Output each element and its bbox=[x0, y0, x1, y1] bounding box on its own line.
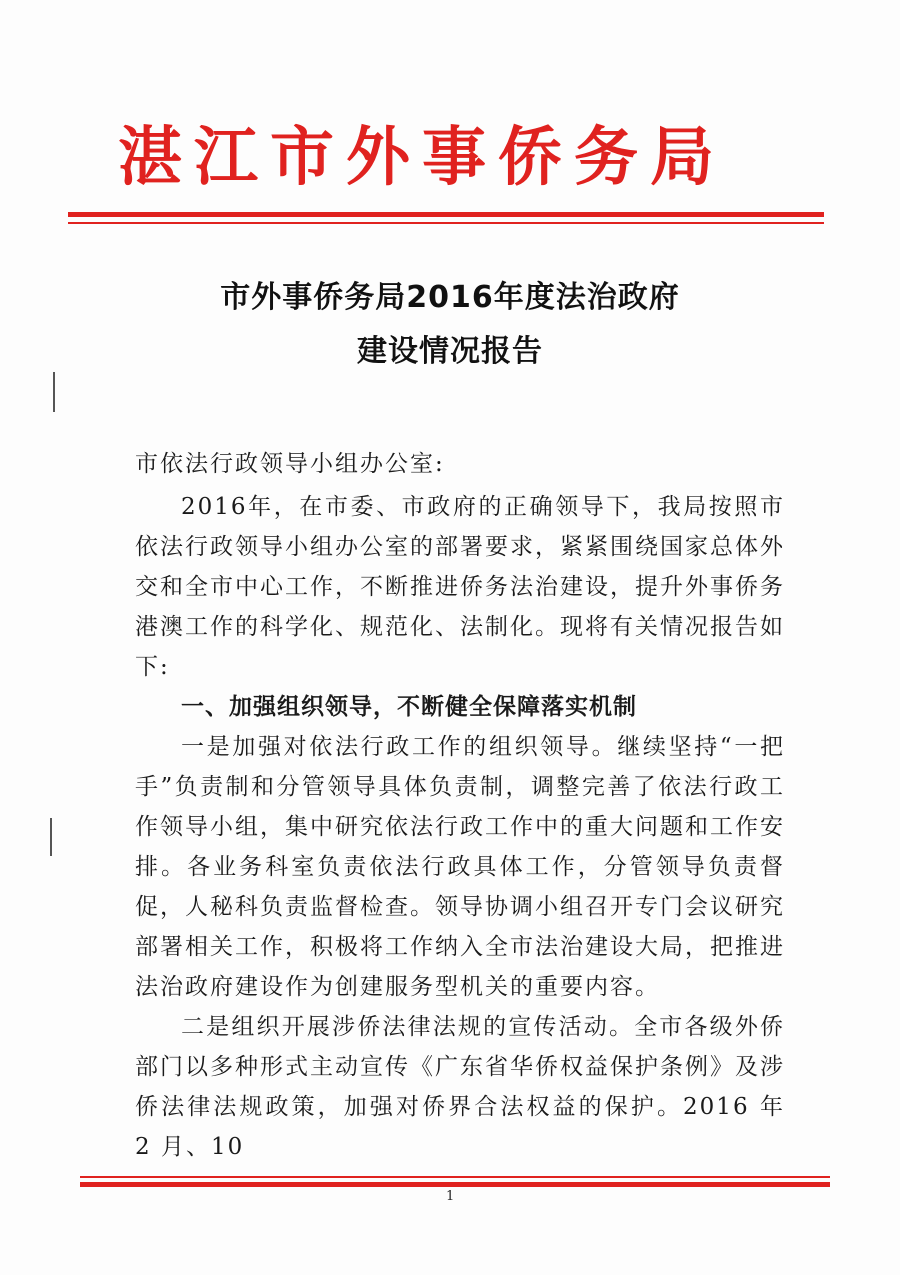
letterhead-title: 湛江市外事侨务局 bbox=[118, 120, 726, 195]
letterhead-rule-thin bbox=[68, 222, 824, 224]
footer-rule-thin bbox=[80, 1176, 830, 1178]
footer-rule-thick bbox=[80, 1182, 830, 1187]
binding-hole-mark bbox=[50, 818, 52, 856]
section-heading: 一、加强组织领导，不断健全保障落实机制 bbox=[181, 694, 637, 720]
page-number: 1 bbox=[446, 1189, 455, 1204]
intro-paragraph: 2016年，在市委、市政府的正确领导下，我局按照市依法行政领导小组办公室的部署要求，紧紧围绕国家总体外交和全市中心工作，不断推进侨务法治建设，提升外事侨务港澳工作的科学化、规范化、法制化。现将有关情况报告如下: bbox=[135, 494, 785, 680]
document-title-line-2: 建设情况报告 bbox=[357, 334, 543, 369]
letterhead-rule-thick bbox=[68, 212, 824, 217]
body-paragraph: 一是加强对依法行政工作的组织领导。继续坚持“一把手”负责制和分管领导具体负责制，调整完善了依法行政工作领导小组，集中研究依法行政工作中的重大问题和工作安排。各业务科室负责依法行政具体工作，分管领导负责督促，人秘科负责监督检查。领导协调小组召开专门会议研究部署相关工作，积极将工作纳入全市法治建设大局，把推进法治政府建设作为创建服务型机关的重要内容。 bbox=[135, 734, 785, 1000]
document-title-line-1: 市外事侨务局2016年度法治政府 bbox=[220, 280, 680, 315]
salutation: 市依法行政领导小组办公室: bbox=[135, 451, 445, 477]
binding-hole-mark bbox=[53, 372, 55, 412]
document-body bbox=[135, 487, 785, 1167]
body-paragraph: 二是组织开展涉侨法律法规的宣传活动。全市各级外侨部门以多种形式主动宣传《广东省华侨权益保护条例》及涉侨法律法规政策，加强对侨界合法权益的保护。2016 年 2 月、10 bbox=[135, 1014, 785, 1160]
